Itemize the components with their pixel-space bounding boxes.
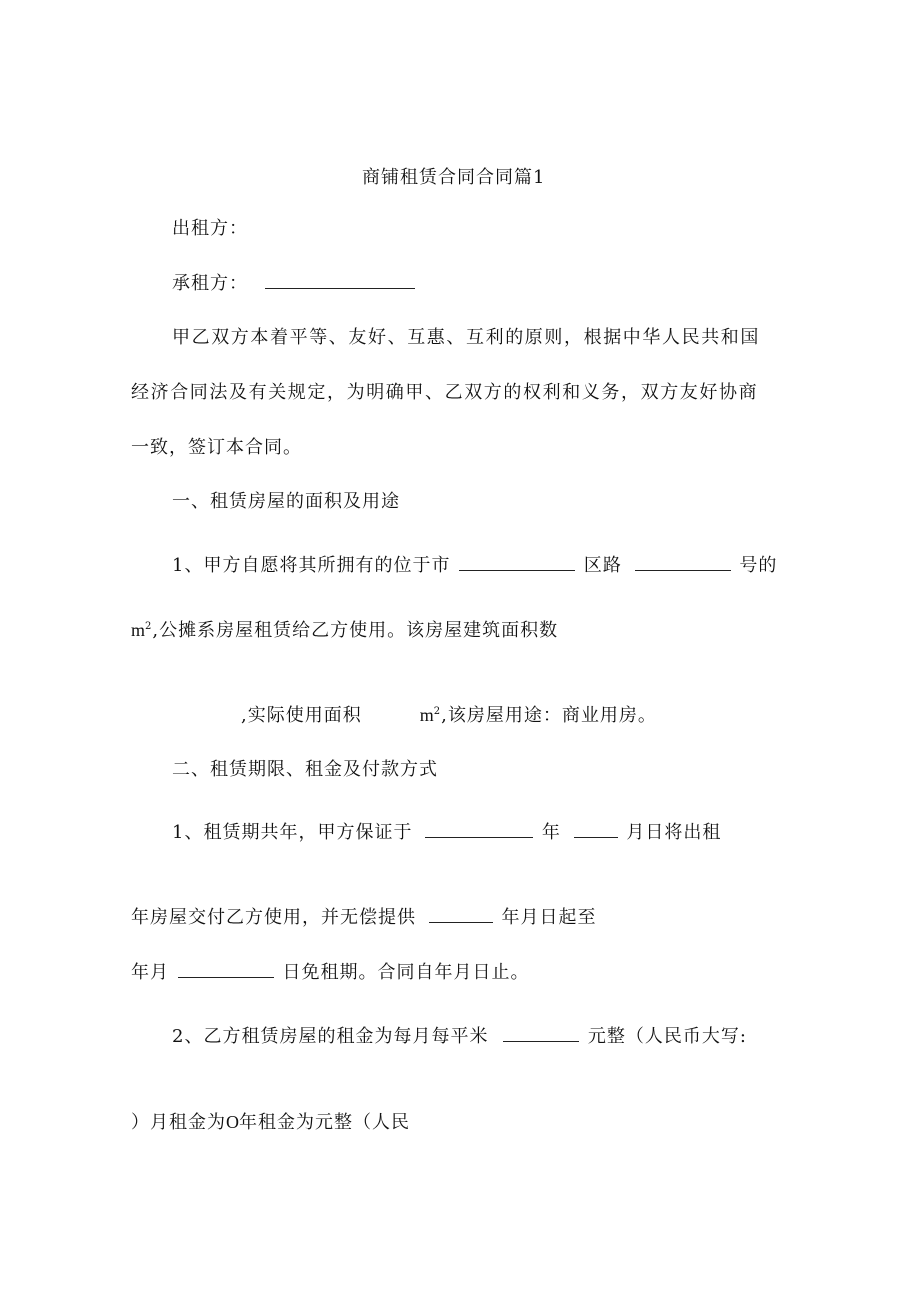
section2-clause2-line1 [172, 1025, 747, 1049]
lessee-blank [265, 272, 415, 289]
month-blank [574, 821, 618, 838]
section1-clause1-line2-text: ,公摊系房屋租赁给乙方使用。该房屋建筑面积数 [152, 620, 559, 641]
annual-rent-text: 年租金为元整（人民 [239, 1112, 410, 1133]
usage-text: ,该房屋用途：商业用房。 [441, 705, 657, 726]
section2-clause1-text-a: 1、租赁期共年，甲方保证于 [172, 822, 413, 843]
area-unit-sup: 2 [145, 621, 153, 632]
lessee-row [172, 272, 417, 296]
section1-clause1-text-a: 1、甲方自愿将其所拥有的位于市 [172, 555, 451, 576]
actual-area-label: ,实际使用面积 [241, 705, 362, 726]
section2-clause1-text-b: 年 [541, 822, 561, 843]
road-blank [635, 554, 731, 571]
section2-clause2-text-a: 2、乙方租赁房屋的租金为每月每平米 [172, 1026, 489, 1047]
section2-clause1-line3-text-b: 日免租期。合同自年月日止。 [282, 962, 530, 983]
preamble-line-2: 经济合同法及有关规定，为明确甲、乙双方的权利和义务，双方友好协商 [131, 382, 759, 403]
lessee-label: 承租方： [172, 273, 248, 294]
monthly-rent-text: ）月租金为 [131, 1112, 226, 1133]
lessor-label: 出租方： [172, 218, 248, 239]
free-day-blank [178, 961, 274, 978]
section2-clause1-line3-text-a: 年月 [131, 962, 169, 983]
section2-heading: 二、租赁期限、租金及付款方式 [172, 759, 438, 780]
section2-clause2-line2 [131, 1110, 410, 1135]
section2-clause1-line2-text-a: 年房屋交付乙方使用，并无偿提供 [131, 907, 416, 928]
section1-clause1-text-c: 号的 [739, 555, 778, 576]
rent-per-sqm-blank [503, 1025, 579, 1042]
section2-clause1-line2 [131, 906, 596, 930]
section2-clause1-line3 [131, 961, 529, 985]
actual-area-unit-sup: 2 [433, 706, 442, 717]
city-blank [459, 554, 575, 571]
section2-clause2-text-b: 元整（人民币大写: [587, 1026, 747, 1047]
preamble-line-3: 一致，签订本合同。 [131, 437, 302, 458]
section2-clause1-line2-text-b: 年月日起至 [501, 907, 597, 928]
section1-clause1-line3 [241, 703, 657, 728]
section1-clause1-text-b: 区路 [583, 555, 622, 576]
area-unit: m [131, 620, 146, 640]
document-title: 商铺租赁合同合同篇1 [362, 167, 546, 188]
section1-clause1-line2 [131, 618, 558, 643]
section1-heading: 一、租赁房屋的面积及用途 [172, 491, 400, 512]
section2-clause1-text-c: 月日将出租 [626, 822, 722, 843]
section2-clause1-line1 [172, 821, 721, 845]
monthly-rent-zero: O [226, 1112, 239, 1132]
year-blank [425, 821, 533, 838]
free-period-blank [429, 906, 493, 923]
actual-area-unit: m [419, 705, 434, 725]
section1-clause1-line1 [172, 554, 777, 578]
preamble-line-1: 甲乙双方本着平等、友好、互惠、互利的原则，根据中华人民共和国 [172, 327, 760, 348]
